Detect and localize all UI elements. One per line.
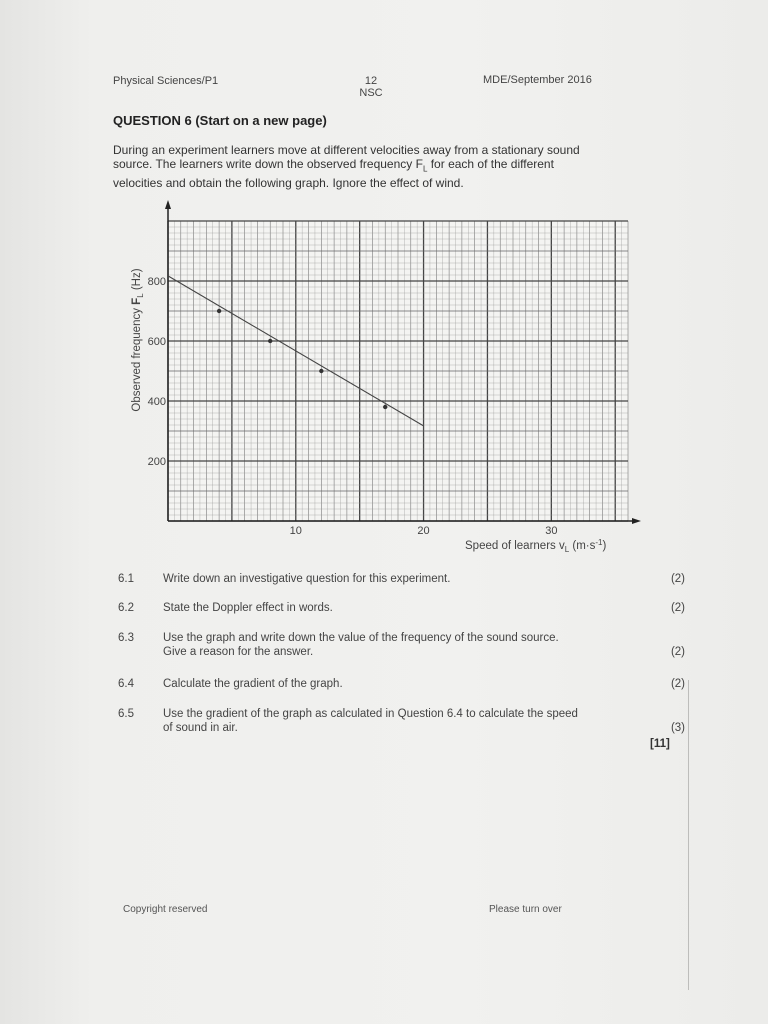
intro-text: for each of the different — [427, 157, 554, 171]
sub-question-text — [163, 707, 633, 735]
sub-question-text — [163, 677, 633, 691]
header-page-sub: NSC — [359, 87, 383, 99]
sub-question-line: Use the graph and write down the value of the frequency of the sound source. — [163, 632, 559, 644]
sub-question-line: Use the gradient of the graph as calculated in Question 6.4 to calculate the speed — [163, 708, 578, 720]
intro-line: velocities and obtain the following graph. Ignore the effect of wind. — [113, 176, 464, 191]
sub-question-marks: (2) — [670, 573, 685, 585]
header-issuer: MDE/September 2016 — [483, 74, 592, 86]
x-label-subscript: L — [564, 545, 570, 554]
sub-question-marks: (2) — [670, 678, 685, 690]
sub-question-number: 6.1 — [118, 573, 134, 585]
x-label-close: ) — [602, 540, 607, 552]
y-tick-label: 600 — [147, 336, 166, 348]
sub-question-text — [163, 601, 633, 615]
page-edge-line — [688, 680, 689, 990]
sub-question-number: 6.3 — [118, 632, 134, 644]
y-label-subscript: L — [136, 293, 145, 298]
y-label-symbol: F — [131, 297, 143, 305]
sub-question-line: Write down an investigative question for this experiment. — [163, 573, 451, 585]
y-label-unit: (Hz) — [131, 268, 143, 294]
header-page-number: 12 — [364, 75, 378, 87]
y-axis-arrow — [165, 200, 171, 209]
intro-text: source. The learners write down the observed frequency F — [113, 157, 423, 171]
x-axis-arrow — [632, 518, 641, 524]
y-label-text: Observed frequency — [131, 304, 143, 412]
sub-question-number: 6.4 — [118, 678, 134, 690]
sub-question-marks: (3) — [670, 722, 685, 734]
sub-question-text — [163, 631, 633, 659]
total-marks: [11] — [650, 738, 670, 750]
sub-question-line: of sound in air. — [163, 722, 238, 734]
data-point — [383, 405, 387, 409]
sub-question-line: Give a reason for the answer. — [163, 646, 314, 658]
data-point — [217, 309, 221, 313]
y-tick-label: 200 — [147, 456, 166, 468]
x-label-exponent: -1 — [595, 538, 603, 547]
sub-question-marks: (2) — [670, 646, 685, 658]
question-title: QUESTION 6 (Start on a new page) — [113, 113, 327, 128]
footer-turn-over: Please turn over — [489, 904, 562, 915]
sub-question-number: 6.2 — [118, 602, 134, 614]
footer-copyright: Copyright reserved — [123, 904, 208, 915]
x-tick-label: 20 — [417, 525, 430, 537]
x-label-text: Speed of learners v — [465, 540, 565, 552]
sub-question-number: 6.5 — [118, 708, 134, 720]
y-tick-label: 800 — [147, 276, 166, 288]
sub-question-line: State the Doppler effect in words. — [163, 602, 333, 614]
data-point — [268, 339, 272, 343]
y-tick-label: 400 — [147, 396, 166, 408]
x-tick-label: 10 — [289, 525, 302, 537]
x-axis-label — [465, 538, 607, 554]
graph-grid — [168, 221, 628, 521]
intro-line: During an experiment learners move at different velocities away from a stationary sound — [113, 143, 580, 157]
sub-question-line: Calculate the gradient of the graph. — [163, 678, 343, 690]
sub-question-marks: (2) — [670, 602, 685, 614]
intro-subscript: L — [422, 164, 428, 174]
x-label-unit: (m·s — [569, 540, 596, 552]
data-point — [319, 369, 323, 373]
x-tick-label: 30 — [545, 525, 558, 537]
sub-question-text — [163, 572, 633, 586]
header-subject: Physical Sciences/P1 — [113, 75, 219, 87]
y-axis-label — [131, 268, 145, 411]
